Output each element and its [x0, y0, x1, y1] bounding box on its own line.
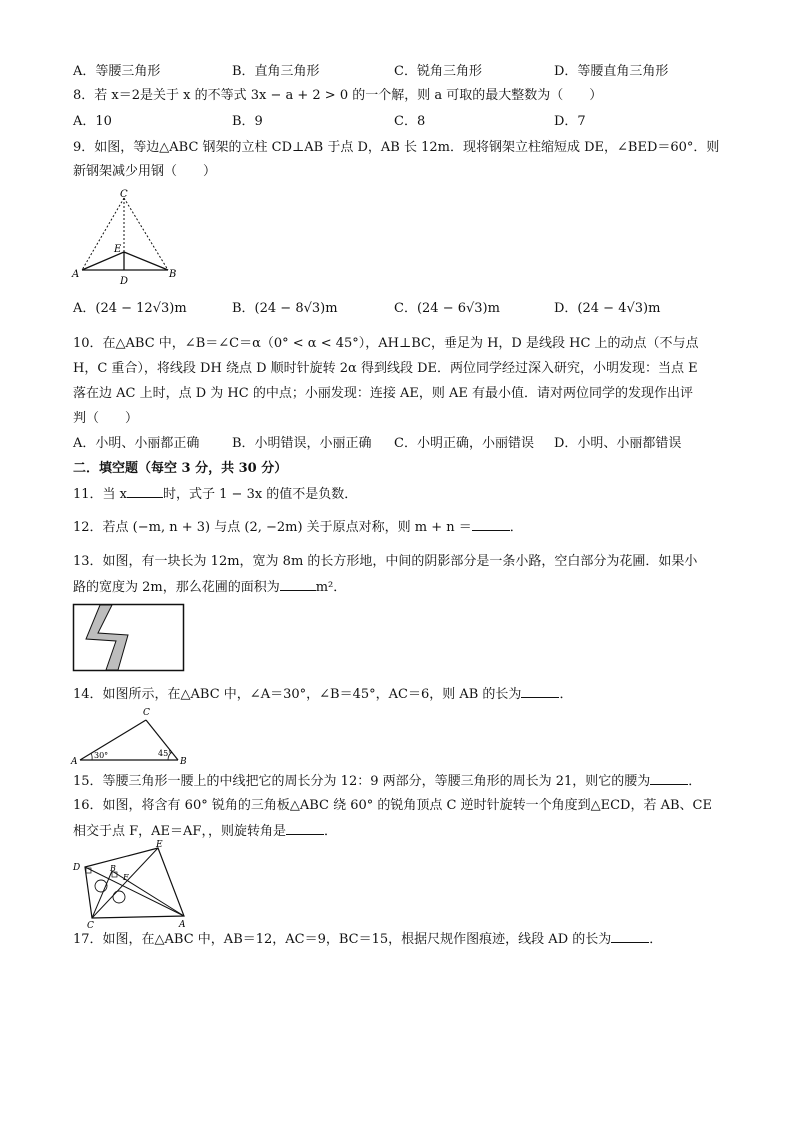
q16-label-d: D — [73, 863, 81, 873]
q16-label-b: B — [110, 864, 116, 873]
q9-line-cb — [124, 198, 168, 270]
q17-pre: 17．如图，在△ABC 中，AB＝12，AC＝9，BC＝15，根据尺规作图痕迹，线段 AD 的长为 — [73, 932, 612, 947]
q7-option-d: D．等腰直角三角形 — [554, 64, 669, 79]
q14-figure — [70, 705, 200, 765]
q17 — [73, 930, 662, 949]
q11-post: 时，式子 1 − 3x 的值不是负数． — [163, 487, 358, 502]
q9-label-d: D — [120, 276, 129, 287]
q16-label-c: C — [87, 921, 94, 930]
q16-label-e: E — [156, 840, 163, 850]
q14-angle-b-label: 45° — [158, 749, 173, 758]
q10-line2: H，C 重合），将线段 DH 绕点 D 顺时针旋转 2α 得到线段 DE．两位同学经过深入研究，小明发现：当点 E — [73, 361, 698, 376]
q16-label-f: F — [123, 873, 129, 882]
q16-line2 — [73, 822, 337, 841]
q8-text: 8．若 x＝2是关于 x 的不等式 3x − a + 2 > 0 的一个解，则 a 可取的最大整数为（ ） — [73, 88, 603, 103]
q13-post: m²． — [315, 580, 347, 595]
q15-post: ． — [688, 774, 702, 789]
q16-outer-quad — [85, 848, 184, 918]
q10-line1: 10．在△ABC 中，∠B＝∠C＝α（0° < α < 45°），AH⊥BC，垂足为 H，D 是线段 HC 上的动点（不与点 — [73, 336, 699, 351]
q13-line1: 13．如图，有一块长为 12m，宽为 8m 的长方形地，中间的阴影部分是一条小路，空白部分为花圃．如果小 — [73, 554, 698, 569]
q10-line4: 判（ ） — [73, 411, 139, 426]
q16-circle-2 — [113, 891, 125, 903]
q13-line2 — [73, 578, 346, 597]
q10-option-b: B．小明错误，小丽正确 — [232, 436, 372, 451]
q15-pre: 15．等腰三角形一腰上的中线把它的周长分为 12：9 两部分，等腰三角形的周长为 21，则它的腰为 — [73, 774, 651, 789]
q9-line-eb — [124, 252, 168, 270]
q10-option-d: D．小明、小丽都错误 — [554, 436, 682, 451]
q17-post: ． — [649, 932, 663, 947]
q16-line-ce — [92, 848, 158, 918]
q9-option-b: B．(24 − 8√3)m — [232, 301, 338, 316]
q13-path-shaded — [86, 605, 128, 670]
q14-label-b: B — [180, 757, 187, 765]
q12 — [73, 518, 523, 537]
q14-pre: 14．如图所示，在△ABC 中，∠A＝30°，∠B＝45°，AC＝6，则 AB 的长为 — [73, 687, 522, 702]
q8-option-c: C．8 — [394, 114, 426, 129]
q13-blank[interactable] — [280, 578, 316, 591]
q17-blank[interactable] — [611, 930, 649, 943]
q16-blank[interactable] — [286, 822, 324, 835]
q8-option-d: D．7 — [554, 114, 586, 129]
q9-option-d: D．(24 − 4√3)m — [554, 301, 661, 316]
q13-pre: 路的宽度为 2m，那么花圃的面积为 — [73, 580, 280, 595]
q9-option-c: C．(24 − 6√3)m — [394, 301, 500, 316]
q11 — [73, 485, 357, 504]
q12-pre: 12．若点 (−m, n + 3) 与点 (2, −2m) 关于原点对称，则 m + n ＝ — [73, 520, 472, 535]
q14 — [73, 685, 572, 704]
q9-label-e: E — [114, 244, 122, 255]
q16-line-cb — [92, 871, 112, 918]
q10-option-a: A．小明、小丽都正确 — [73, 436, 200, 451]
q15-blank[interactable] — [650, 772, 688, 785]
q12-blank[interactable] — [472, 518, 510, 531]
q7-option-c: C．锐角三角形 — [394, 64, 482, 79]
q11-blank[interactable] — [127, 485, 163, 498]
q16-pre: 相交于点 F，AE＝AF，，则旋转角是 — [73, 824, 286, 839]
q8-option-a: A．10 — [73, 114, 112, 129]
q10-option-c: C．小明正确，小丽错误 — [394, 436, 534, 451]
q14-label-a: A — [71, 757, 78, 765]
q9-line1: 9．如图，等边△ABC 钢架的立柱 CD⊥AB 于点 D，AB 长 12m．现将钢架立柱缩短成 DE，∠BED＝60°．则 — [73, 140, 720, 155]
q9-line-ca — [82, 198, 124, 270]
q15 — [73, 772, 701, 791]
q9-figure — [68, 186, 188, 288]
q10-line3: 落在边 AC 上时，点 D 为 HC 的中点；小丽发现：连接 AE，则 AE 有最小值．请对两位同学的发现作出评 — [73, 386, 693, 401]
q9-option-a: A．(24 − 12√3)m — [73, 301, 187, 316]
q14-post: ． — [559, 687, 573, 702]
q16-label-a: A — [179, 920, 186, 930]
q16-line1: 16．如图，将含有 60° 锐角的三角板△ABC 绕 60° 的锐角顶点 C 逆时针旋转一个角度到△ECD，若 AB、CE — [73, 798, 712, 813]
q7-option-b: B．直角三角形 — [232, 64, 320, 79]
q14-angle-a-label: 30° — [94, 751, 109, 760]
q12-post: ． — [509, 520, 523, 535]
q11-pre: 11．当 x — [73, 487, 128, 502]
section2-heading: 二．填空题（每空 3 分，共 30 分） — [73, 461, 288, 476]
q9-line2: 新钢架减少用钢（ ） — [73, 164, 217, 179]
q13-figure — [72, 603, 186, 673]
q16-figure — [68, 840, 194, 930]
q8-option-b: B．9 — [232, 114, 263, 129]
q14-line-ac — [80, 720, 146, 760]
q14-blank[interactable] — [521, 685, 559, 698]
q9-label-b: B — [169, 269, 177, 280]
q16-post: ． — [323, 824, 337, 839]
q7-option-a: A．等腰三角形 — [73, 64, 161, 79]
q9-label-c: C — [120, 189, 128, 200]
q14-label-c: C — [143, 708, 150, 718]
q9-label-a: A — [72, 269, 80, 280]
q14-angle-a-arc — [91, 753, 92, 760]
